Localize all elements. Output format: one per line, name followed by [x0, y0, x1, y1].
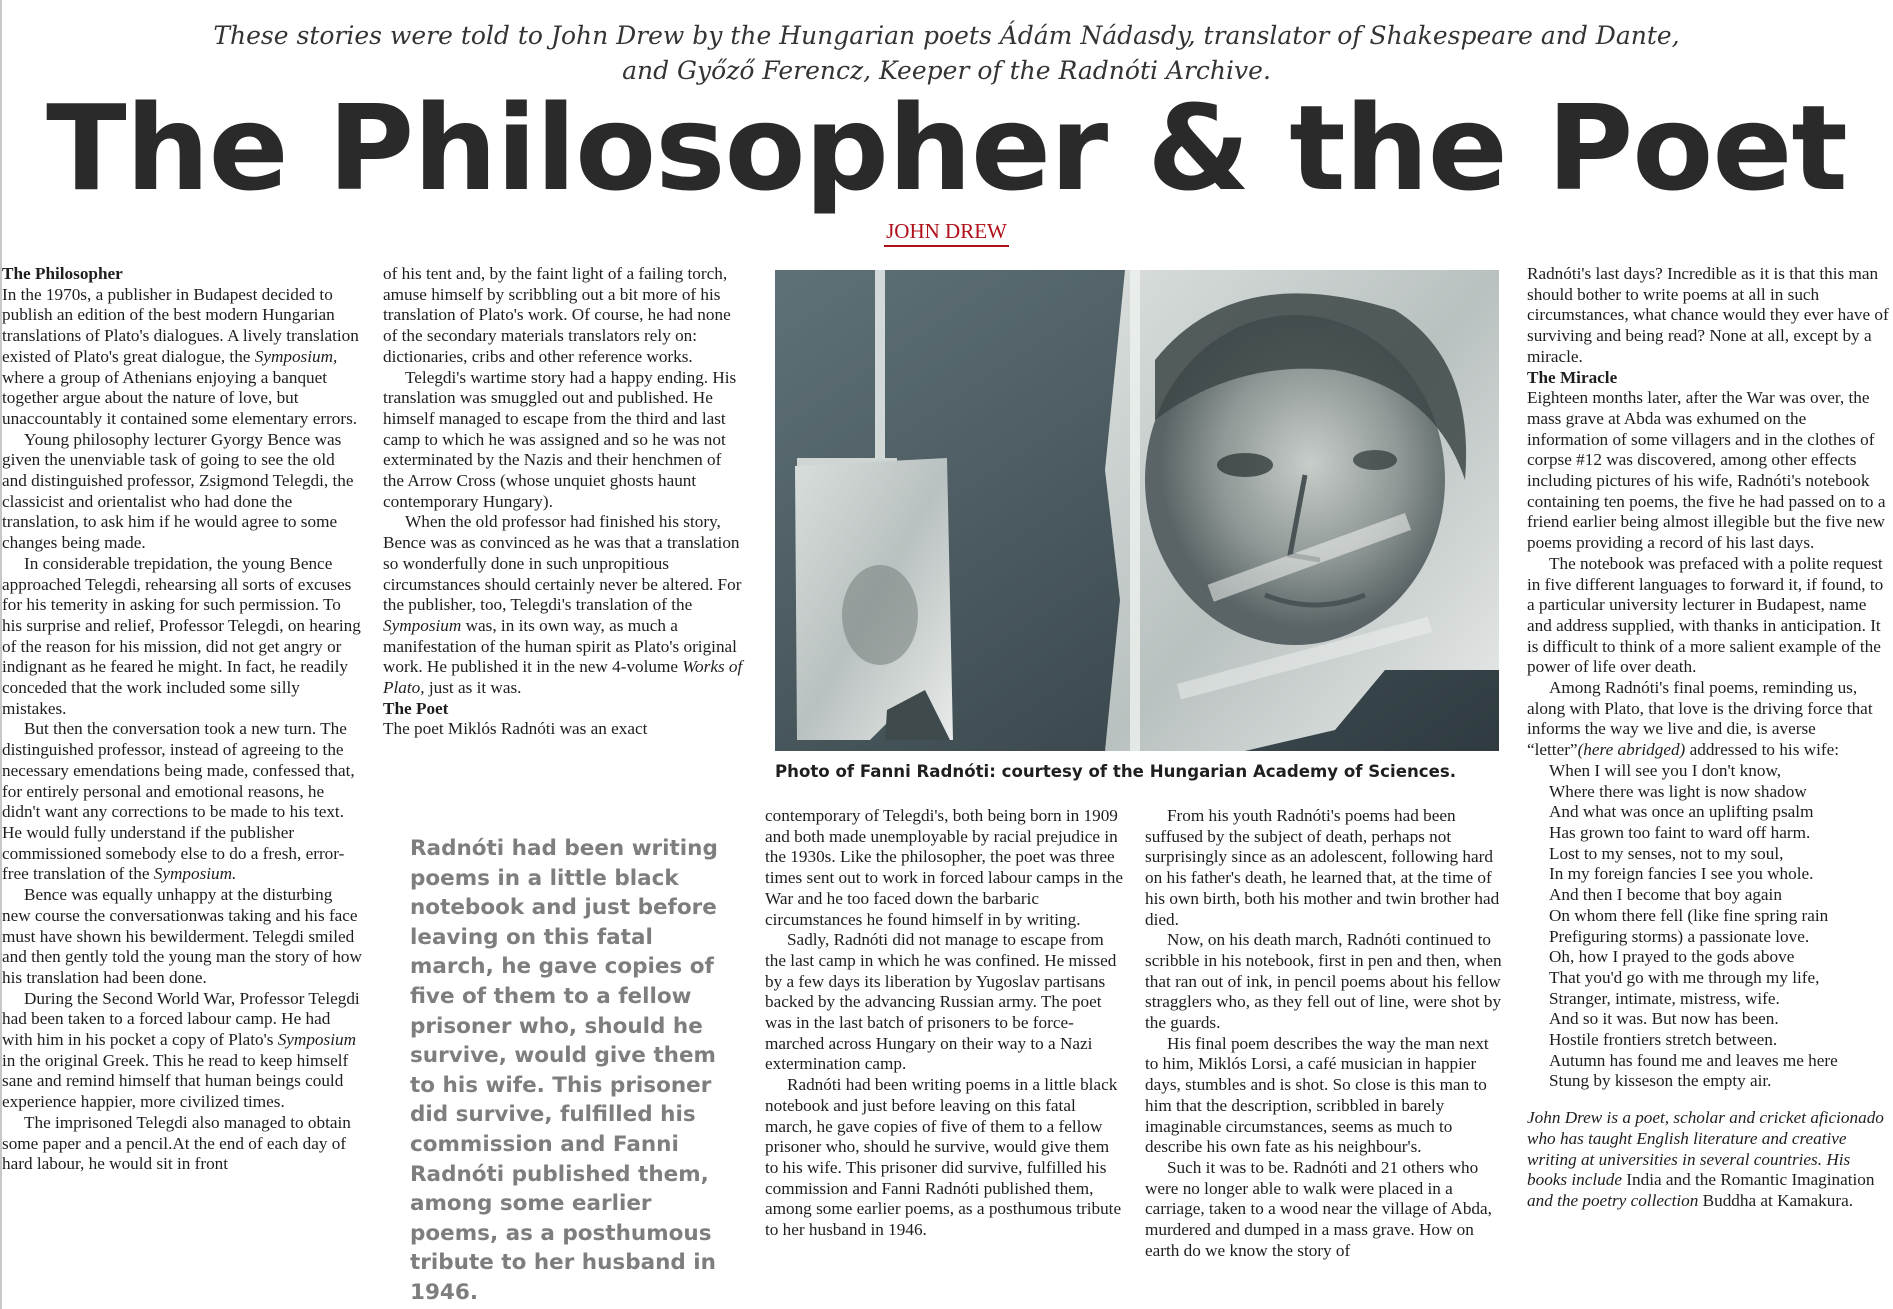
paragraph: Radnóti's last days? Incredible as it is that this man should bother to write poems at all in such circumstances, what chance would they ever have of surviving and being read? None at all, except by a miracle.: [1527, 264, 1889, 366]
column-3: [765, 806, 1125, 1241]
paragraph: contemporary of Telegdi's, both being born in 1909 and both made unemployable by racial prejudice in the 1930s. Like the philosopher, the poet was three times sent out to work in forced labour camps in the War and he too faced down the barbaric circumstances he found himself in by writing.: [765, 806, 1123, 929]
poem-line: When I will see you I don't know,: [1549, 760, 1782, 780]
poem-line: Stung by kisseson the empty air.: [1549, 1071, 1772, 1091]
column-5: [1527, 264, 1889, 1212]
paragraph: [2, 285, 362, 430]
paragraph: The notebook was prefaced with a polite request in five different languages to forward it, if found, to a particular university lecturer in Budapest, name and address supplied, with thanks in anticipation. It is difficult to think of a more salient example of the power of life over death.: [1527, 553, 1884, 677]
poem-line: Stranger, intimate, mistress, wife.: [1549, 988, 1780, 1008]
text: and the poetry collection: [1527, 1190, 1699, 1210]
paragraph: [2, 719, 362, 885]
poem-line: Lost to my senses, not to my soul,: [1549, 843, 1784, 863]
intro-line-2: and Győző Ferencz, Keeper of the Radnóti Archive.: [622, 56, 1271, 85]
column-1: [2, 264, 362, 1175]
paragraph: Telegdi's wartime story had a happy ending. His translation was smuggled out and published. He himself managed to escape from the third and last camp to which he was assigned and so he was not exterminated by the Nazis and their henchmen of the Arrow Cross (whose unquiet ghosts haunt contemporary Hungary).: [383, 367, 737, 511]
text: When the old professor had finished his story, Bence was as convinced as he was that a translation so wonderfully done in such unpropitious circumstances should certainly never be altered. For the publisher, too, Telegdi's translation of the: [383, 512, 742, 615]
poem-line: Prefiguring storms) a passionate love.: [1549, 926, 1810, 946]
text: addressed to his wife:: [1689, 740, 1839, 760]
poem: [1527, 761, 1889, 1092]
poem-line: Has grown too faint to ward off harm.: [1549, 822, 1811, 842]
subhead-philosopher: The Philosopher: [2, 264, 123, 283]
paragraph: [2, 989, 362, 1113]
paragraph: From his youth Radnóti's poems had been suffused by the subject of death, perhaps not surprisingly since as an adolescent, following hard on his father's death, he learned that, at the time of his own birth, both his mother and twin brother had died.: [1145, 806, 1500, 929]
poem-line: And then I become that boy again: [1549, 885, 1782, 905]
column-2: [383, 264, 745, 740]
paragraph: [383, 512, 745, 698]
byline: [0, 219, 1893, 244]
paragraph: [1527, 678, 1889, 761]
paragraph: of his tent and, by the faint light of a failing torch, amuse himself by scribbling out a bit more of his translation of Plato's work. Of course, he had none of the secondary materials translators rely on: dictionaries, cribs and other reference works.: [383, 264, 731, 366]
text: just as it was.: [428, 678, 522, 698]
book-title: Buddha at Kamakura.: [1702, 1190, 1853, 1210]
poem-line: Oh, how I prayed to the gods above: [1549, 947, 1795, 967]
photo-caption: Photo of Fanni Radnóti: courtesy of the Hungarian Academy of Sciences.: [775, 762, 1457, 781]
text: in the original Greek. This he read to keep himself sane and remind himself that human beings could experience happier, more civilized times.: [2, 1050, 349, 1112]
poem-line: In my foreign fancies I see you whole.: [1549, 864, 1814, 884]
paragraph: In considerable trepidation, the young Bence approached Telegdi, rehearsing all sorts of excuses for his temerity in asking for such permission. To his surprise and relief, Professor Telegdi, on hearing of the reason for his mission, did not get angry or indignant as he feared he might. In fact, he readily conceded that the work included some silly mistakes.: [2, 553, 361, 718]
paragraph: His final poem describes the way the man next to him, Miklós Lorsi, a café musician in happier days, stumbles and is shot. So close is this man to him that the description, scribbled in barely imaginable circumstances, seems as much to describe his own fate as his neighbour's.: [1145, 1033, 1489, 1157]
photo-illustration: [775, 270, 1499, 751]
paragraph: Sadly, Radnóti did not manage to escape from the last camp in which he was confined. He missed by a few days its liberation by Yugoslav partisans backed by the advancing Russian army. The poet was in the last batch of prisoners to be force-marched across Hungary on their way to a Nazi extermination camp.: [765, 930, 1117, 1074]
poem-line: Autumn has found me and leaves me here: [1549, 1050, 1838, 1070]
poem-line: On whom there fell (like fine spring rain: [1549, 905, 1829, 925]
intro-line-1: These stories were told to John Drew by the Hungarian poets Ádám Nádasdy, translator of Shakespeare and Dante,: [213, 21, 1680, 50]
paragraph: Young philosophy lecturer Gyorgy Bence was given the unenviable task of going to see the old and distinguished professor, Zsigmond Telegdi, the classicist and orientalist who had done the translation, to ask him if he would agree to some changes being made.: [2, 429, 354, 553]
poem-line: Hostile frontiers stretch between.: [1549, 1030, 1778, 1050]
poem-line: And so it was. But now has been.: [1549, 1009, 1779, 1029]
italic-title: Symposium: [277, 1030, 356, 1050]
paragraph: The imprisoned Telegdi also managed to obtain some paper and a pencil.At the end of each day of hard labour, he would sit in front: [2, 1112, 351, 1174]
text: John Drew is a poet, scholar and cricket aficionado who has taught English literature and creative writing at universities in several countries. His books include: [1527, 1108, 1884, 1190]
author-note: [1527, 1108, 1889, 1212]
text: was, in its own way, as much a manifestation of the human spirit as Plato's original work. He published it in the new 4-volume: [383, 615, 737, 677]
text: Among Radnóti's final poems, reminding us, along with Plato, that love is the driving force that informs the way we live and die, is averse “letter”: [1527, 678, 1873, 760]
headline: The Philosopher & the Poet: [46, 79, 1847, 217]
italic-title: Symposium: [383, 615, 462, 635]
text: But then the conversation took a new turn. The distinguished professor, instead of agreeing to the necessary emendations being made, confessed that, for entirely personal and emotional reasons, he didn't want any corrections to be made to his text. He would fully understand if the publisher commissioned somebody else to do a fresh, error-free translation of the: [2, 719, 355, 884]
poem-line: Where there was light is now shadow: [1549, 781, 1807, 801]
italic-title: Works of Plato,: [383, 657, 743, 698]
italic-title: Symposium.: [153, 864, 237, 884]
paragraph: Such it was to be. Radnóti and 21 others who were no longer able to walk were placed in a carriage, taken to a wood near the village of Abda, murdered and dumped in a mass grave. How on earth do we know the story of: [1145, 1157, 1492, 1260]
italic-aside: (here abridged): [1577, 740, 1686, 760]
subhead-poet: The Poet: [383, 698, 449, 718]
italic-title: Symposium,: [254, 346, 338, 366]
paragraph: Now, on his death march, Radnóti continued to scribble in his notebook, first in pen and then, when that ran out of ink, in pencil poems about his fellow stragglers who, as they fell out of line, were shot by the guards.: [1145, 930, 1502, 1033]
text: where a group of Athenians enjoying a banquet together argue about the nature of love, but unaccountably it contained some elementary errors.: [2, 367, 358, 428]
paragraph: Bence was equally unhappy at the disturbing new course the conversationwas taking and his face must have shown his bewilderment. Telegdi smiled and then gently told the young man the story of how his translation had been done.: [2, 885, 362, 987]
book-title: India and the Romantic Imagination: [1626, 1170, 1875, 1190]
paragraph: Eighteen months later, after the War was over, the mass grave at Abda was exhumed on the information of some villagers and in the clothes of corpse #12 was discovered, among other effects including pictures of his wife, Radnóti's notebook containing ten poems, the five he had passed on to a friend earlier being almost illegible but the five new poems providing a record of his last days.: [1527, 388, 1886, 553]
portrait-photo: [775, 270, 1499, 751]
subhead-miracle: The Miracle: [1527, 367, 1618, 387]
text: During the Second World War, Professor Telegdi had been taken to a forced labour camp. He had with him in his pocket a copy of Plato's: [2, 988, 360, 1050]
pull-quote: Radnóti had been writing poems in a little black notebook and just before leaving on this fatal march, he gave copies of five of them to a fellow prisoner who, should he survive, would give them to his wife. This prisoner did survive, fulfilled his commission and Fanni Radnóti published them, among some earlier poems, as a posthumous tribute to her husband in 1946.: [410, 836, 718, 1305]
byline-name: JOHN DREW: [884, 219, 1009, 247]
poem-line: And what was once an uplifting psalm: [1549, 802, 1814, 822]
column-4: [1145, 806, 1505, 1261]
text: In the 1970s, a publisher in Budapest decided to publish an edition of the best modern Hungarian translations of Plato's dialogues. A lively translation existed of Plato's great dialogue, the: [2, 284, 359, 366]
paragraph: The poet Miklós Radnóti was an exact: [383, 719, 648, 739]
paragraph: Radnóti had been writing poems in a little black notebook and just before leaving on this fatal march, he gave copies of five of them to a fellow prisoner who, should he survive, would give them to his wife. This prisoner did survive, fulfilled his commission and Fanni Radnóti published them, among some earlier poems, as a posthumous tribute to her husband in 1946.: [765, 1075, 1122, 1240]
poem-line: That you'd go with me through my life,: [1549, 967, 1820, 987]
